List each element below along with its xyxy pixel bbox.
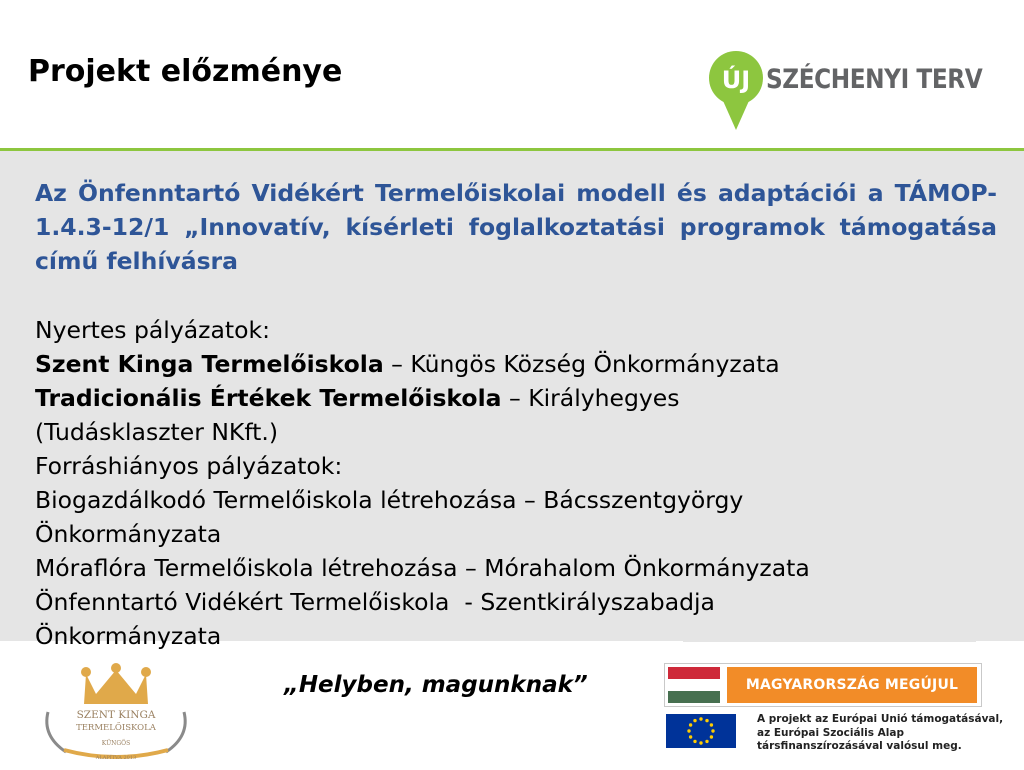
list-item: Önkormányzata bbox=[35, 622, 222, 650]
hungarian-flag-icon bbox=[668, 667, 720, 703]
slogan: „Helyben, magunknak” bbox=[284, 672, 588, 698]
svg-text:KÜNGÖS: KÜNGÖS bbox=[101, 740, 131, 747]
list-item: Biogazdálkodó Termelőiskola létrehozása – Bácsszentgyörgy bbox=[35, 486, 744, 514]
project-list bbox=[35, 313, 1005, 653]
map-pin-icon bbox=[706, 44, 766, 134]
magyarorszag-megujul-banner bbox=[664, 663, 982, 707]
list-item: Önfenntartó Vidékért Termelőiskola - Szentkirályszabadja bbox=[35, 588, 715, 616]
project-name: Tradicionális Értékek Termelőiskola bbox=[35, 384, 502, 412]
szent-kinga-logo bbox=[36, 660, 196, 766]
eu-funding-note: A projekt az Európai Unió támogatásával, az Európai Szociális Alap társfinanszírozásával valósul meg. bbox=[757, 713, 1004, 752]
svg-text:SZENT KINGA: SZENT KINGA bbox=[76, 709, 156, 721]
logo-badge: ÚJ bbox=[721, 66, 751, 94]
logo-text: SZÉCHENYI TERV bbox=[766, 64, 983, 95]
list-item bbox=[35, 381, 1005, 415]
eu-flag-icon bbox=[666, 714, 736, 748]
szechenyi-terv-logo bbox=[706, 44, 996, 134]
content-panel bbox=[0, 151, 1024, 650]
winners-heading: Nyertes pályázatok: bbox=[35, 316, 270, 344]
list-item-continuation: (Tudásklaszter NKft.) bbox=[35, 418, 279, 446]
project-owner: – Királyhegyes bbox=[501, 384, 680, 412]
svg-text:ALAPÍTVA 2013: ALAPÍTVA 2013 bbox=[95, 755, 137, 761]
footer-divider bbox=[683, 640, 976, 642]
project-name: Szent Kinga Termelőiskola bbox=[35, 350, 384, 378]
crown-icon bbox=[81, 663, 151, 704]
list-item: Önkormányzata bbox=[35, 520, 222, 548]
banner-text: MAGYARORSZÁG MEGÚJUL bbox=[727, 667, 977, 703]
list-item: Móraflóra Termelőiskola létrehozása – Mórahalom Önkormányzata bbox=[35, 554, 810, 582]
intro-paragraph: Az Önfenntartó Vidékért Termelőiskolai modell és adaptációi a TÁMOP-1.4.3-12/1 „Innovatív, kísérleti foglalkoztatási programok támogatása című felhívásra bbox=[35, 179, 997, 275]
list-item bbox=[35, 347, 1005, 381]
page-title: Projekt előzménye bbox=[28, 54, 343, 89]
project-owner: – Küngös Község Önkormányzata bbox=[383, 350, 780, 378]
svg-text:TERMELŐISKOLA: TERMELŐISKOLA bbox=[76, 723, 156, 733]
unfunded-heading: Forráshiányos pályázatok: bbox=[35, 452, 343, 480]
